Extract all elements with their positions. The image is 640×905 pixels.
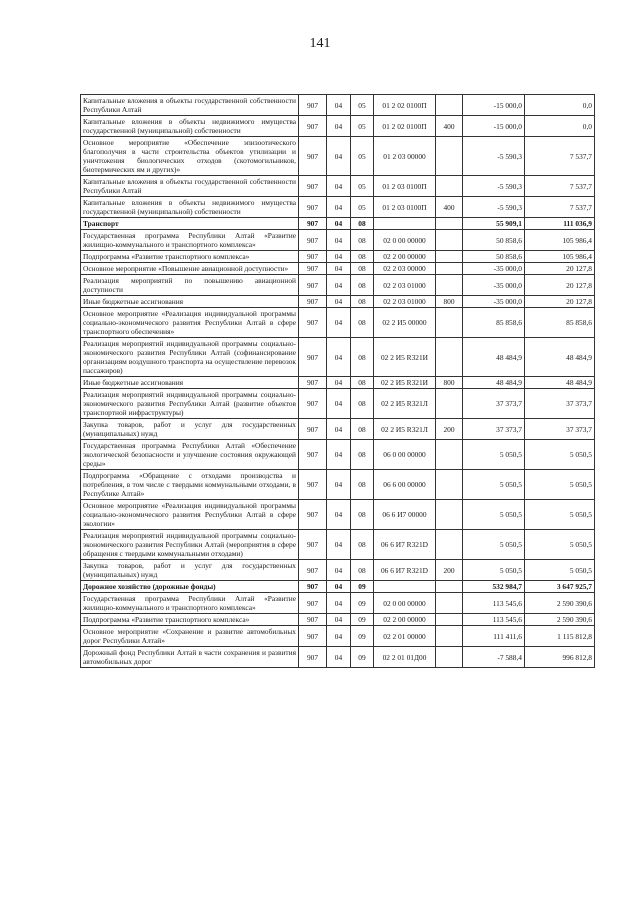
row-expense-type-cell	[436, 389, 463, 419]
row-expense-type-cell	[436, 230, 463, 251]
row-expense-type-cell	[436, 251, 463, 263]
table-row	[81, 197, 595, 218]
row-name-cell: Основное мероприятие «Реализация индивидуальной программы социально-экономического развития Республики Алтай в сфере экологии»	[81, 500, 299, 530]
row-amount-change-cell: -35 000,0	[463, 275, 525, 296]
row-section-cell: 04	[327, 218, 351, 230]
table-row	[81, 263, 595, 275]
row-amount-change-cell: -15 000,0	[463, 95, 525, 116]
row-amount-change-cell: 37 373,7	[463, 389, 525, 419]
row-name-cell: Подпрограмма «Развитие транспортного комплекса»	[81, 614, 299, 626]
row-gr-cell: 907	[299, 500, 327, 530]
row-amount-total-cell: 48 484,9	[525, 338, 595, 377]
row-section-cell: 04	[327, 530, 351, 560]
row-gr-cell: 907	[299, 530, 327, 560]
row-amount-change-cell: 111 411,6	[463, 626, 525, 647]
row-section-cell: 04	[327, 197, 351, 218]
row-amount-total-cell: 3 647 925,7	[525, 581, 595, 593]
row-target-article-cell: 02 2 И5 R321Л	[374, 389, 436, 419]
table-row	[81, 137, 595, 176]
row-subsection-cell: 09	[351, 647, 374, 668]
row-gr-cell: 907	[299, 389, 327, 419]
row-subsection-cell: 05	[351, 176, 374, 197]
row-section-cell: 04	[327, 377, 351, 389]
row-amount-total-cell: 111 036,9	[525, 218, 595, 230]
row-name-cell: Иные бюджетные ассигнования	[81, 296, 299, 308]
row-amount-total-cell: 5 050,5	[525, 530, 595, 560]
row-gr-cell: 907	[299, 419, 327, 440]
row-name-cell: Реализация мероприятий по повышению авиационной доступности	[81, 275, 299, 296]
row-section-cell: 04	[327, 251, 351, 263]
row-section-cell: 04	[327, 275, 351, 296]
row-gr-cell: 907	[299, 251, 327, 263]
row-name-cell: Дорожный фонд Республики Алтай в части сохранения и развития автомобильных дорог	[81, 647, 299, 668]
table-row	[81, 176, 595, 197]
row-target-article-cell: 02 2 И5 R321И	[374, 377, 436, 389]
row-section-cell: 04	[327, 614, 351, 626]
row-amount-total-cell: 5 050,5	[525, 470, 595, 500]
row-section-cell: 04	[327, 647, 351, 668]
row-subsection-cell: 08	[351, 230, 374, 251]
table-row	[81, 470, 595, 500]
row-amount-total-cell: 996 812,8	[525, 647, 595, 668]
row-subsection-cell: 05	[351, 197, 374, 218]
row-subsection-cell: 08	[351, 470, 374, 500]
row-amount-total-cell: 20 127,8	[525, 263, 595, 275]
row-target-article-cell: 01 2 03 0100П	[374, 176, 436, 197]
row-gr-cell: 907	[299, 377, 327, 389]
row-subsection-cell: 08	[351, 308, 374, 338]
row-name-cell: Закупка товаров, работ и услуг для государственных (муниципальных) нужд	[81, 560, 299, 581]
table-row	[81, 218, 595, 230]
row-name-cell: Капитальные вложения в объекты государственной собственности Республики Алтай	[81, 95, 299, 116]
row-section-cell: 04	[327, 263, 351, 275]
row-gr-cell: 907	[299, 593, 327, 614]
row-subsection-cell: 08	[351, 275, 374, 296]
row-gr-cell: 907	[299, 440, 327, 470]
row-target-article-cell: 02 2 03 01000	[374, 296, 436, 308]
row-section-cell: 04	[327, 626, 351, 647]
row-amount-change-cell: -5 590,3	[463, 137, 525, 176]
row-target-article-cell	[374, 581, 436, 593]
row-section-cell: 04	[327, 296, 351, 308]
row-section-cell: 04	[327, 389, 351, 419]
row-gr-cell: 907	[299, 308, 327, 338]
table-row	[81, 581, 595, 593]
row-amount-total-cell: 85 858,6	[525, 308, 595, 338]
table-row	[81, 419, 595, 440]
row-subsection-cell: 08	[351, 389, 374, 419]
row-amount-total-cell: 37 373,7	[525, 389, 595, 419]
row-expense-type-cell	[436, 308, 463, 338]
row-amount-total-cell: 5 050,5	[525, 500, 595, 530]
row-target-article-cell: 02 2 03 01000	[374, 275, 436, 296]
row-name-cell: Капитальные вложения в объекты недвижимого имущества государственной (муниципальной) собственности	[81, 116, 299, 137]
row-amount-total-cell: 48 484,9	[525, 377, 595, 389]
budget-table-body	[81, 95, 595, 668]
row-name-cell: Реализация мероприятий индивидуальной программы социально-экономического развития Республики Алтай (развитие объектов транспортной инфраструктуры)	[81, 389, 299, 419]
row-amount-change-cell: 5 050,5	[463, 470, 525, 500]
table-row	[81, 296, 595, 308]
row-subsection-cell: 09	[351, 593, 374, 614]
row-amount-total-cell: 2 590 390,6	[525, 614, 595, 626]
row-amount-total-cell: 5 050,5	[525, 440, 595, 470]
row-amount-total-cell: 7 537,7	[525, 137, 595, 176]
budget-table	[80, 94, 595, 668]
row-name-cell: Закупка товаров, работ и услуг для государственных (муниципальных) нужд	[81, 419, 299, 440]
row-name-cell: Реализация мероприятий индивидуальной программы социально-экономического развития Республики Алтай (мероприятия в сфере обращения с твердыми коммунальными отходами)	[81, 530, 299, 560]
row-amount-change-cell: 48 484,9	[463, 338, 525, 377]
row-subsection-cell: 08	[351, 560, 374, 581]
row-gr-cell: 907	[299, 647, 327, 668]
row-amount-change-cell: 113 545,6	[463, 593, 525, 614]
row-subsection-cell: 08	[351, 338, 374, 377]
row-amount-total-cell: 2 590 390,6	[525, 593, 595, 614]
row-expense-type-cell: 200	[436, 419, 463, 440]
row-gr-cell: 907	[299, 275, 327, 296]
row-expense-type-cell	[436, 263, 463, 275]
row-amount-change-cell: 113 545,6	[463, 614, 525, 626]
row-expense-type-cell	[436, 275, 463, 296]
row-section-cell: 04	[327, 137, 351, 176]
row-gr-cell: 907	[299, 95, 327, 116]
row-target-article-cell: 02 2 И5 00000	[374, 308, 436, 338]
row-expense-type-cell: 800	[436, 377, 463, 389]
row-target-article-cell: 06 6 И7 R321D	[374, 530, 436, 560]
row-amount-total-cell: 5 050,5	[525, 560, 595, 581]
row-name-cell: Транспорт	[81, 218, 299, 230]
row-amount-change-cell: 5 050,5	[463, 500, 525, 530]
row-subsection-cell: 08	[351, 377, 374, 389]
row-gr-cell: 907	[299, 230, 327, 251]
row-amount-change-cell: 55 909,1	[463, 218, 525, 230]
row-target-article-cell: 02 2 01 01Д00	[374, 647, 436, 668]
row-gr-cell: 907	[299, 176, 327, 197]
row-expense-type-cell: 200	[436, 560, 463, 581]
table-row	[81, 647, 595, 668]
row-target-article-cell: 06 6 И7 00000	[374, 500, 436, 530]
row-target-article-cell: 01 2 02 0100П	[374, 116, 436, 137]
table-row	[81, 614, 595, 626]
row-target-article-cell: 02 2 03 00000	[374, 263, 436, 275]
table-row	[81, 560, 595, 581]
row-target-article-cell: 02 2 01 00000	[374, 626, 436, 647]
row-subsection-cell: 08	[351, 419, 374, 440]
table-row	[81, 116, 595, 137]
table-row	[81, 626, 595, 647]
row-expense-type-cell: 400	[436, 197, 463, 218]
row-amount-change-cell: 37 373,7	[463, 419, 525, 440]
table-row	[81, 593, 595, 614]
row-target-article-cell: 01 2 03 0100П	[374, 197, 436, 218]
row-amount-change-cell: -15 000,0	[463, 116, 525, 137]
row-amount-total-cell: 1 115 812,8	[525, 626, 595, 647]
row-target-article-cell: 06 0 00 00000	[374, 440, 436, 470]
table-row	[81, 530, 595, 560]
row-section-cell: 04	[327, 308, 351, 338]
row-subsection-cell: 09	[351, 626, 374, 647]
row-expense-type-cell	[436, 338, 463, 377]
row-section-cell: 04	[327, 593, 351, 614]
row-expense-type-cell	[436, 626, 463, 647]
row-expense-type-cell	[436, 137, 463, 176]
row-amount-total-cell: 20 127,8	[525, 296, 595, 308]
row-name-cell: Основное мероприятие «Обеспечение эпизоотического благополучия в части строительства объектов утилизации и уничтожения биологических отходов (скотомогильников, биотермических ям и других)»	[81, 137, 299, 176]
row-expense-type-cell: 800	[436, 296, 463, 308]
row-amount-change-cell: 50 858,6	[463, 251, 525, 263]
row-section-cell: 04	[327, 440, 351, 470]
row-subsection-cell: 08	[351, 296, 374, 308]
row-expense-type-cell	[436, 95, 463, 116]
row-expense-type-cell	[436, 470, 463, 500]
row-amount-change-cell: -35 000,0	[463, 263, 525, 275]
row-subsection-cell: 08	[351, 500, 374, 530]
row-subsection-cell: 05	[351, 137, 374, 176]
table-row	[81, 308, 595, 338]
row-amount-change-cell: -7 588,4	[463, 647, 525, 668]
row-subsection-cell: 08	[351, 440, 374, 470]
row-expense-type-cell: 400	[436, 116, 463, 137]
table-row	[81, 440, 595, 470]
row-expense-type-cell	[436, 581, 463, 593]
row-name-cell: Основное мероприятие «Повышение авиационной доступности»	[81, 263, 299, 275]
row-name-cell: Подпрограмма «Обращение с отходами производства и потребления, в том числе с твердыми коммунальными отходами, в Республике Алтай»	[81, 470, 299, 500]
row-section-cell: 04	[327, 176, 351, 197]
row-section-cell: 04	[327, 116, 351, 137]
row-section-cell: 04	[327, 581, 351, 593]
row-subsection-cell: 09	[351, 614, 374, 626]
row-name-cell: Капитальные вложения в объекты недвижимого имущества государственной (муниципальной) собственности	[81, 197, 299, 218]
row-amount-total-cell: 0,0	[525, 116, 595, 137]
row-amount-change-cell: 5 050,5	[463, 560, 525, 581]
row-gr-cell: 907	[299, 581, 327, 593]
table-row	[81, 95, 595, 116]
row-target-article-cell: 01 2 02 0100П	[374, 95, 436, 116]
row-expense-type-cell	[436, 614, 463, 626]
table-row	[81, 389, 595, 419]
row-section-cell: 04	[327, 560, 351, 581]
table-row	[81, 230, 595, 251]
row-name-cell: Государственная программа Республики Алтай «Развитие жилищно-коммунального и транспортного комплекса»	[81, 230, 299, 251]
table-row	[81, 500, 595, 530]
row-expense-type-cell	[436, 176, 463, 197]
row-expense-type-cell	[436, 440, 463, 470]
row-name-cell: Капитальные вложения в объекты государственной собственности Республики Алтай	[81, 176, 299, 197]
row-target-article-cell: 02 0 00 00000	[374, 593, 436, 614]
row-amount-change-cell: 5 050,5	[463, 440, 525, 470]
row-name-cell: Основное мероприятие «Реализация индивидуальной программы социально-экономического развития Республики Алтай в сфере транспортного обеспечения»	[81, 308, 299, 338]
row-amount-total-cell: 7 537,7	[525, 176, 595, 197]
row-amount-total-cell: 105 986,4	[525, 251, 595, 263]
row-amount-change-cell: 50 858,6	[463, 230, 525, 251]
table-row	[81, 251, 595, 263]
row-amount-change-cell: -35 000,0	[463, 296, 525, 308]
row-target-article-cell	[374, 218, 436, 230]
row-subsection-cell: 08	[351, 218, 374, 230]
row-amount-total-cell: 0,0	[525, 95, 595, 116]
row-gr-cell: 907	[299, 614, 327, 626]
row-gr-cell: 907	[299, 197, 327, 218]
table-row	[81, 338, 595, 377]
row-section-cell: 04	[327, 419, 351, 440]
row-amount-change-cell: -5 590,3	[463, 176, 525, 197]
row-gr-cell: 907	[299, 296, 327, 308]
row-gr-cell: 907	[299, 560, 327, 581]
row-amount-change-cell: 5 050,5	[463, 530, 525, 560]
row-section-cell: 04	[327, 500, 351, 530]
row-target-article-cell: 02 2 И5 R321И	[374, 338, 436, 377]
table-row	[81, 275, 595, 296]
row-gr-cell: 907	[299, 338, 327, 377]
row-target-article-cell: 02 0 00 00000	[374, 230, 436, 251]
row-gr-cell: 907	[299, 470, 327, 500]
page-number: 141	[309, 36, 331, 51]
row-name-cell: Основное мероприятие «Сохранение и развитие автомобильных дорог Республики Алтай»	[81, 626, 299, 647]
row-expense-type-cell	[436, 218, 463, 230]
row-gr-cell: 907	[299, 116, 327, 137]
row-name-cell: Реализация мероприятий индивидуальной программы социально-экономического развития Республики Алтай (софинансирование организациям воздушного транспорта на осуществление перевозок пассажиров)	[81, 338, 299, 377]
row-name-cell: Подпрограмма «Развитие транспортного комплекса»	[81, 251, 299, 263]
row-amount-total-cell: 20 127,8	[525, 275, 595, 296]
row-name-cell: Государственная программа Республики Алтай «Развитие жилищно-коммунального и транспортного комплекса»	[81, 593, 299, 614]
row-subsection-cell: 08	[351, 251, 374, 263]
row-gr-cell: 907	[299, 218, 327, 230]
row-name-cell: Иные бюджетные ассигнования	[81, 377, 299, 389]
row-section-cell: 04	[327, 230, 351, 251]
row-amount-change-cell: 532 984,7	[463, 581, 525, 593]
row-subsection-cell: 09	[351, 581, 374, 593]
row-amount-total-cell: 7 537,7	[525, 197, 595, 218]
row-subsection-cell: 05	[351, 95, 374, 116]
row-target-article-cell: 02 2 00 00000	[374, 614, 436, 626]
row-gr-cell: 907	[299, 263, 327, 275]
row-amount-total-cell: 37 373,7	[525, 419, 595, 440]
row-subsection-cell: 08	[351, 263, 374, 275]
row-section-cell: 04	[327, 470, 351, 500]
row-name-cell: Дорожное хозяйство (дорожные фонды)	[81, 581, 299, 593]
row-subsection-cell: 05	[351, 116, 374, 137]
row-amount-change-cell: -5 590,3	[463, 197, 525, 218]
row-expense-type-cell	[436, 500, 463, 530]
row-target-article-cell: 02 2 И5 R321Л	[374, 419, 436, 440]
row-name-cell: Государственная программа Республики Алтай «Обеспечение экологической безопасности и улучшение состояния окружающей среды»	[81, 440, 299, 470]
row-gr-cell: 907	[299, 137, 327, 176]
row-target-article-cell: 06 6 00 00000	[374, 470, 436, 500]
table-row	[81, 377, 595, 389]
row-gr-cell: 907	[299, 626, 327, 647]
row-section-cell: 04	[327, 338, 351, 377]
row-target-article-cell: 01 2 03 00000	[374, 137, 436, 176]
row-expense-type-cell	[436, 530, 463, 560]
row-expense-type-cell	[436, 593, 463, 614]
row-amount-total-cell: 105 986,4	[525, 230, 595, 251]
row-amount-change-cell: 85 858,6	[463, 308, 525, 338]
row-expense-type-cell	[436, 647, 463, 668]
row-subsection-cell: 08	[351, 530, 374, 560]
row-section-cell: 04	[327, 95, 351, 116]
row-amount-change-cell: 48 484,9	[463, 377, 525, 389]
row-target-article-cell: 02 2 00 00000	[374, 251, 436, 263]
row-target-article-cell: 06 6 И7 R321D	[374, 560, 436, 581]
